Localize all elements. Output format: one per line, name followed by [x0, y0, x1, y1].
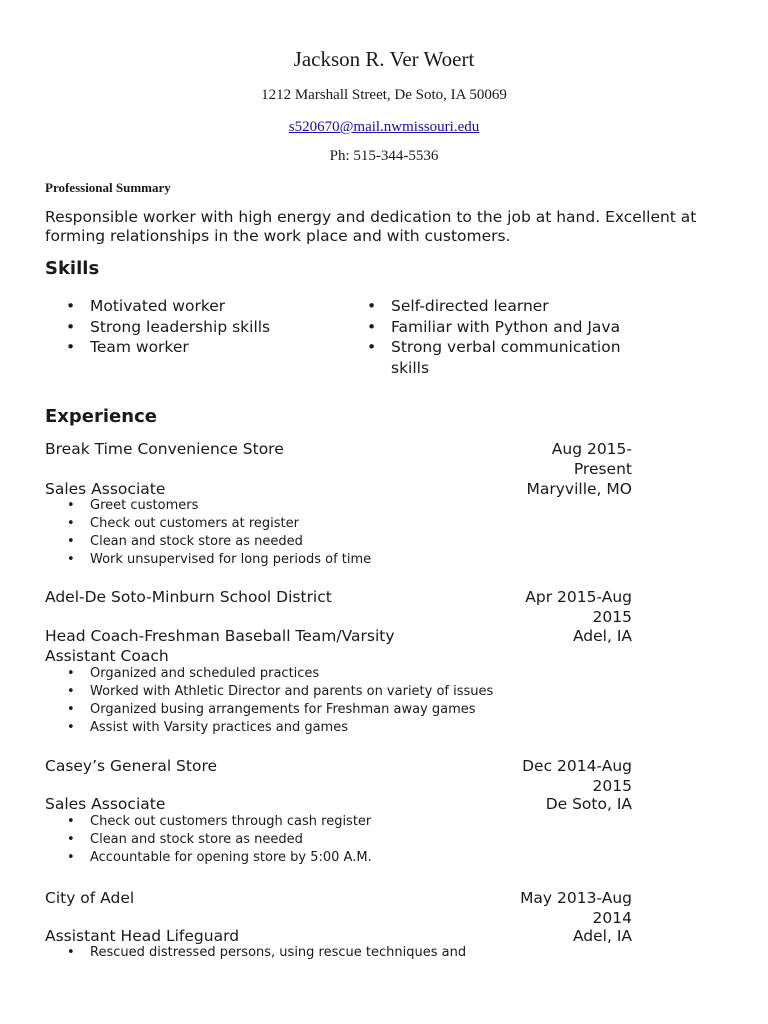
skill-item: • Team worker — [45, 337, 335, 358]
job-dates: Dec 2014-Aug 2015 — [522, 757, 632, 795]
job-dates: May 2013-Aug 2014 — [520, 889, 632, 927]
job-location: De Soto, IA — [545, 795, 632, 813]
task-item: • Check out customers through cash register — [45, 813, 645, 831]
resume-name: Jackson R. Ver Woert — [293, 47, 475, 71]
job-employer: Adel-De Soto-Minburn School District — [45, 588, 332, 606]
job-position: Head Coach-Freshman Baseball Team/Varsity Assistant Coach — [45, 627, 395, 665]
task-item: • Organized and scheduled practices — [45, 665, 665, 683]
email-line — [0, 118, 768, 136]
address: 1212 Marshall Street, De Soto, IA 50069 — [261, 87, 507, 103]
skills-list-left — [45, 296, 335, 358]
skills-list-right — [346, 296, 636, 378]
summary-heading: Professional Summary — [45, 180, 171, 195]
task-item: • Greet customers — [45, 497, 645, 515]
job-location: Adel, IA — [572, 627, 632, 645]
skill-item: • Familiar with Python and Java — [346, 317, 636, 338]
task-item: • Work unsupervised for long periods of time — [45, 551, 645, 569]
task-item: • Rescued distressed persons, using rescue techniques and — [45, 944, 665, 962]
job-tasks — [45, 497, 645, 569]
task-item: • Worked with Athletic Director and parents on variety of issues — [45, 683, 665, 701]
skills-heading: Skills — [45, 258, 100, 279]
job-tasks — [45, 813, 645, 867]
job-position: Sales Associate — [45, 480, 166, 498]
job-employer: Casey’s General Store — [45, 757, 218, 775]
task-item: • Assist with Varsity practices and games — [45, 719, 665, 737]
task-item: • Clean and stock store as needed — [45, 831, 645, 849]
job-location: Maryville, MO — [526, 480, 632, 498]
job-tasks — [45, 944, 665, 962]
skill-item: • Self-directed learner — [346, 296, 636, 317]
job-dates: Apr 2015-Aug 2015 — [525, 588, 632, 626]
task-item: • Clean and stock store as needed — [45, 533, 645, 551]
task-item: • Check out customers at register — [45, 515, 645, 533]
task-item: • Accountable for opening store by 5:00 A.M. — [45, 849, 645, 867]
job-position: Sales Associate — [45, 795, 166, 813]
job-tasks — [45, 665, 665, 737]
job-location: Adel, IA — [572, 927, 632, 945]
job-position: Assistant Head Lifeguard — [45, 927, 240, 945]
skill-item: • Strong verbal communication skills — [346, 337, 636, 378]
summary-text: Responsible worker with high energy and dedication to the job at hand. Excellent at forming relationships in the work place and with customers. — [45, 208, 697, 245]
task-item: • Organized busing arrangements for Freshman away games — [45, 701, 665, 719]
skill-item: • Strong leadership skills — [45, 317, 335, 338]
job-employer: City of Adel — [45, 889, 135, 907]
skill-item: • Motivated worker — [45, 296, 335, 317]
experience-heading: Experience — [45, 406, 157, 427]
job-dates: Aug 2015-Present — [551, 440, 632, 478]
email-link[interactable]: s520670@mail.nwmissouri.edu — [288, 119, 480, 135]
phone: Ph: 515-344-5536 — [329, 148, 439, 164]
job-employer: Break Time Convenience Store — [45, 440, 284, 458]
